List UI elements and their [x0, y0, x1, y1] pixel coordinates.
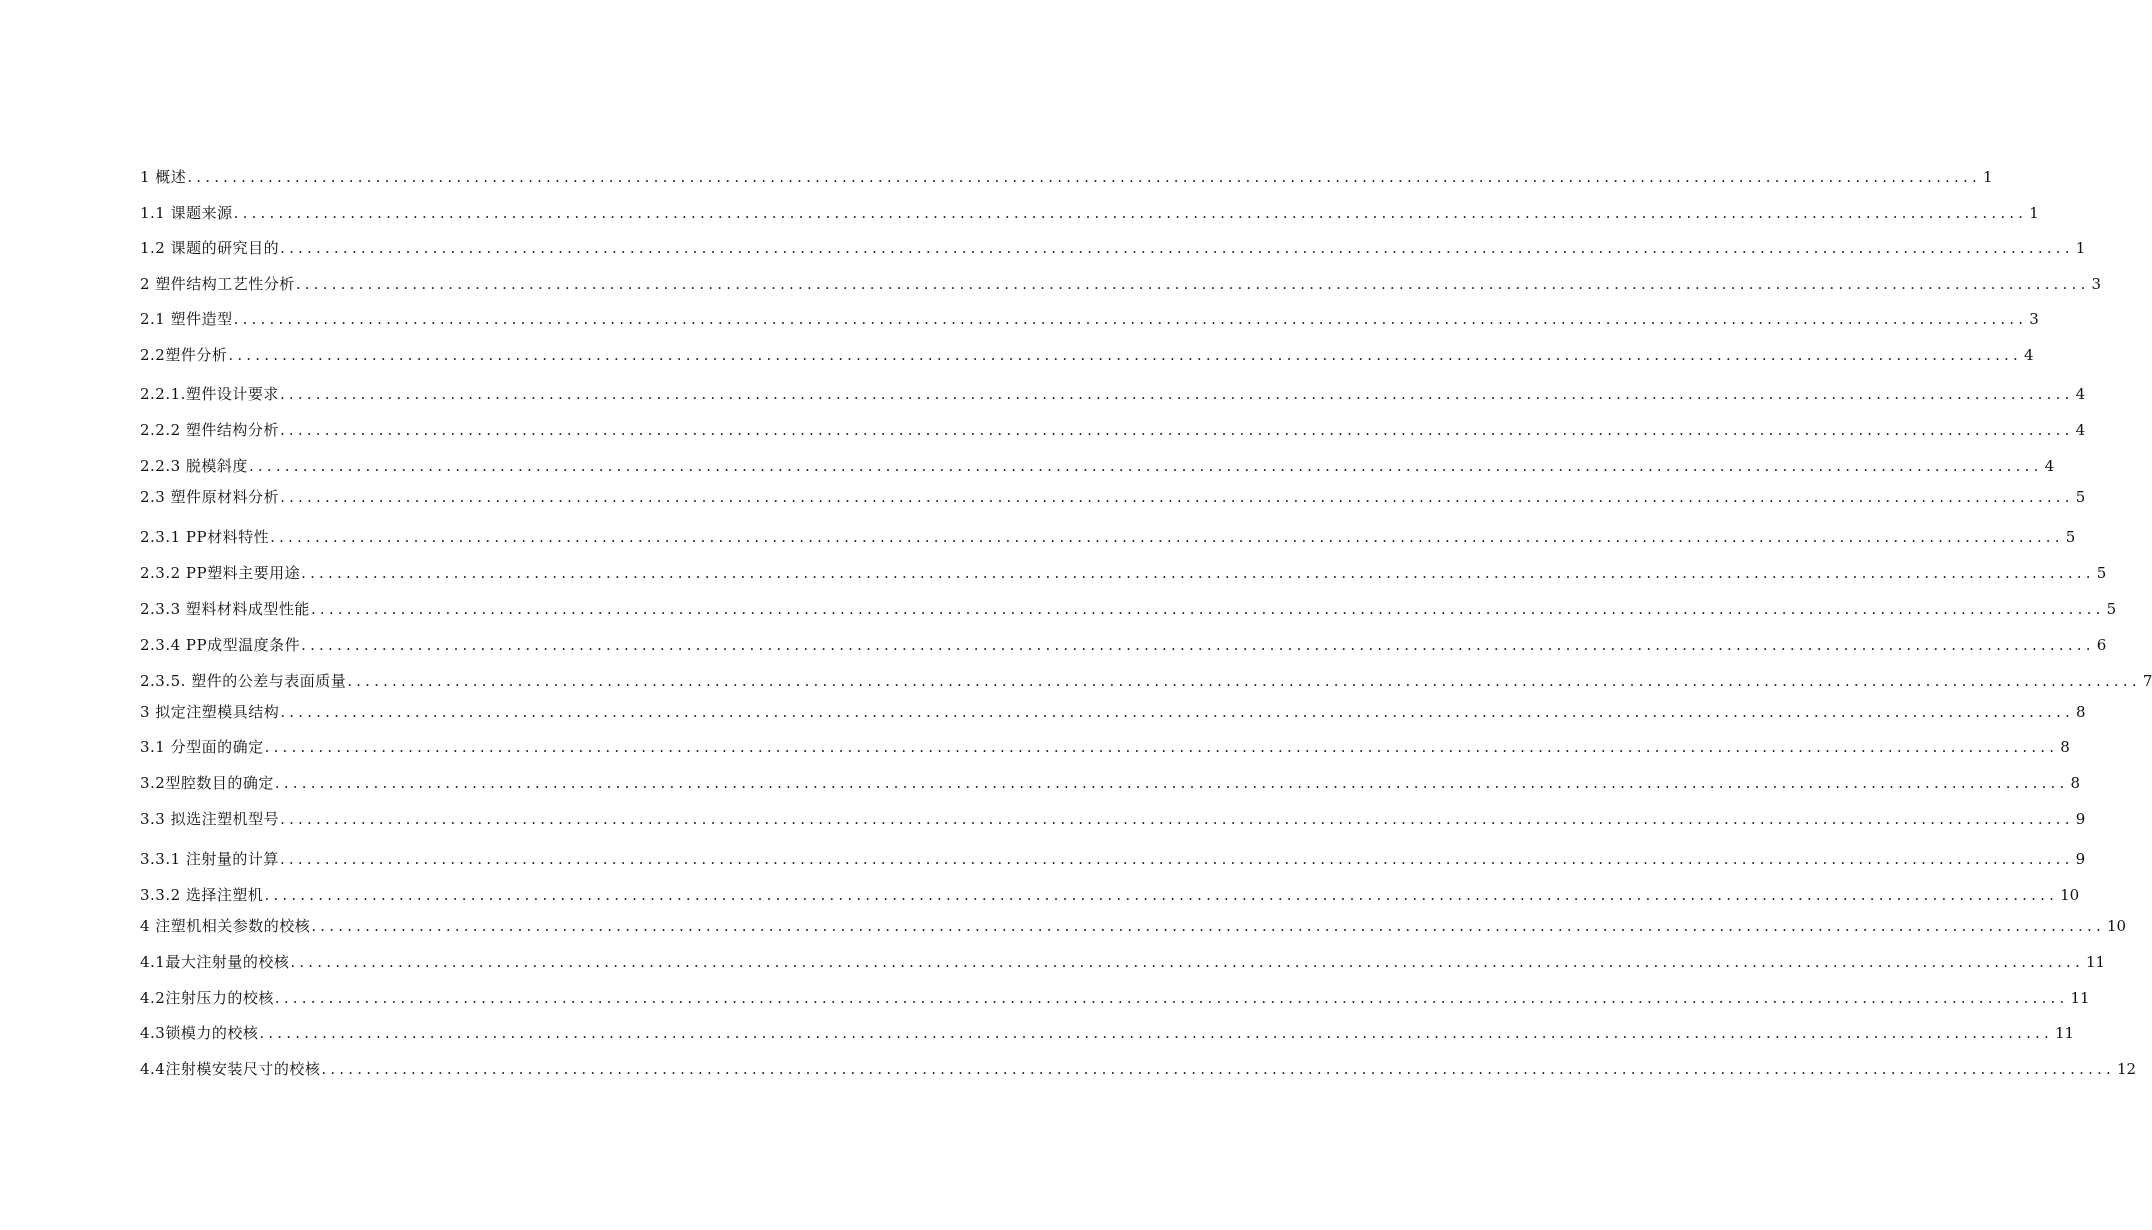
toc-entry[interactable] — [140, 985, 2090, 1011]
toc-entry-label: 3.3.2 选择注塑机 — [140, 886, 264, 904]
toc-dot-leader: ........................................................................................................................................................................................................ — [187, 168, 1981, 186]
toc-entry[interactable] — [140, 417, 2086, 443]
toc-entry-page: 4 — [2075, 385, 2086, 403]
toc-entry-label: 3 拟定注塑模具结构 — [140, 703, 280, 721]
toc-entry-label: 2.1 塑件造型 — [140, 310, 233, 328]
toc-dot-leader: ........................................................................................................................................................................................................ — [321, 1060, 2115, 1078]
toc-dot-leader: ........................................................................................................................................................................................................ — [264, 886, 2059, 904]
toc-entry-label: 3.3 拟选注塑机型号 — [140, 810, 280, 828]
toc-dot-leader: ........................................................................................................................................................................................................ — [301, 636, 2095, 654]
toc-dot-leader: ........................................................................................................................................................................................................ — [347, 672, 2141, 690]
toc-entry-page: 4 — [2075, 421, 2086, 439]
toc-entry-label: 4.4注射模安装尺寸的校核 — [140, 1060, 321, 1078]
toc-dot-leader: ........................................................................................................................................................................................................ — [233, 310, 2028, 328]
toc-entry-label: 2.2.2 塑件结构分析 — [140, 421, 279, 439]
toc-entry[interactable] — [140, 200, 2039, 226]
toc-entry-label: 1.2 课题的研究目的 — [140, 239, 280, 257]
toc-dot-leader: ........................................................................................................................................................................................................ — [310, 600, 2105, 618]
toc-entry-page: 11 — [2054, 1024, 2075, 1042]
toc-dot-leader: ........................................................................................................................................................................................................ — [290, 953, 2084, 971]
toc-entry[interactable] — [140, 770, 2081, 796]
toc-dot-leader: ........................................................................................................................................................................................................ — [279, 421, 2074, 439]
toc-entry-label: 3.1 分型面的确定 — [140, 738, 264, 756]
toc-entry-page: 4 — [2023, 346, 2034, 364]
toc-dot-leader: ........................................................................................................................................................................................................ — [264, 738, 2059, 756]
toc-entry-label: 2.3.3 塑料材料成型性能 — [140, 600, 310, 618]
toc-entry-page: 10 — [2060, 886, 2080, 904]
toc-entry-label: 4.1最大注射量的校核 — [140, 953, 290, 971]
toc-dot-leader: ........................................................................................................................................................................................................ — [280, 239, 2074, 257]
toc-entry[interactable] — [140, 524, 2076, 550]
toc-dot-leader: ........................................................................................................................................................................................................ — [301, 564, 2095, 582]
toc-entry-page: 10 — [2106, 917, 2127, 935]
toc-entry-page: 1 — [2029, 204, 2039, 222]
toc-entry-label: 2.2.3 脱模斜度 — [140, 457, 248, 475]
toc-entry[interactable] — [140, 846, 2086, 872]
toc-dot-leader: ........................................................................................................................................................................................................ — [270, 528, 2064, 546]
toc-entry-label: 4.2注射压力的校核 — [140, 989, 274, 1007]
toc-entry-label: 2 塑件结构工艺性分析 — [140, 275, 295, 293]
toc-entry[interactable] — [140, 1056, 2137, 1082]
toc-entry-page: 3 — [2029, 310, 2039, 328]
toc-entry-label: 1 概述 — [140, 168, 187, 186]
toc-entry-label: 2.3 塑件原材料分析 — [140, 488, 280, 506]
toc-entry[interactable] — [140, 484, 2086, 510]
toc-entry-page: 8 — [2075, 703, 2086, 721]
toc-dot-leader: ........................................................................................................................................................................................................ — [280, 810, 2074, 828]
toc-entry[interactable] — [140, 560, 2107, 586]
toc-entry-label: 2.3.2 PP塑料主要用途 — [140, 564, 301, 582]
toc-entry[interactable] — [140, 453, 2055, 479]
toc-entry-label: 2.3.4 PP成型温度条件 — [140, 636, 301, 654]
toc-dot-leader: ........................................................................................................................................................................................................ — [248, 457, 2043, 475]
toc-entry-page: 8 — [2070, 774, 2081, 792]
toc-dot-leader: ........................................................................................................................................................................................................ — [259, 1024, 2053, 1042]
toc-entry[interactable] — [140, 949, 2106, 975]
toc-entry-page: 11 — [2085, 953, 2106, 971]
toc-entry-page: 11 — [2070, 989, 2090, 1007]
toc-entry[interactable] — [140, 668, 2152, 694]
toc-entry-label: 4 注塑机相关参数的校核 — [140, 917, 311, 935]
toc-dot-leader: ........................................................................................................................................................................................................ — [274, 774, 2069, 792]
toc-entry[interactable] — [140, 596, 2117, 622]
toc-entry-page: 5 — [2096, 564, 2107, 582]
toc-entry-label: 4.3锁模力的校核 — [140, 1024, 259, 1042]
toc-entry-page: 5 — [2065, 528, 2076, 546]
toc-entry-page: 9 — [2075, 850, 2086, 868]
toc-entry-page: 8 — [2060, 738, 2070, 756]
toc-entry-page: 1 — [1982, 168, 1993, 186]
toc-entry-page: 9 — [2075, 810, 2086, 828]
toc-entry[interactable] — [140, 734, 2070, 760]
toc-dot-leader: ........................................................................................................................................................................................................ — [279, 385, 2074, 403]
toc-dot-leader: ........................................................................................................................................................................................................ — [233, 204, 2028, 222]
table-of-contents — [140, 0, 2152, 1230]
toc-entry-label: 3.2型腔数目的确定 — [140, 774, 274, 792]
toc-entry-page: 1 — [2075, 239, 2086, 257]
toc-dot-leader: ........................................................................................................................................................................................................ — [280, 703, 2074, 721]
toc-entry-page: 5 — [2106, 600, 2117, 618]
toc-entry[interactable] — [140, 235, 2086, 261]
toc-dot-leader: ........................................................................................................................................................................................................ — [228, 346, 2022, 364]
toc-entry[interactable] — [140, 306, 2039, 332]
toc-entry[interactable] — [140, 381, 2086, 407]
toc-entry[interactable] — [140, 913, 2127, 939]
toc-entry[interactable] — [140, 271, 2101, 297]
toc-entry-label: 2.3.1 PP材料特性 — [140, 528, 270, 546]
toc-entry-label: 3.3.1 注射量的计算 — [140, 850, 279, 868]
toc-dot-leader: ........................................................................................................................................................................................................ — [274, 989, 2069, 1007]
toc-entry-label: 1.1 课题来源 — [140, 204, 233, 222]
toc-dot-leader: ........................................................................................................................................................................................................ — [295, 275, 2090, 293]
toc-entry-page: 7 — [2142, 672, 2152, 690]
toc-entry[interactable] — [140, 882, 2080, 908]
toc-dot-leader: ........................................................................................................................................................................................................ — [279, 850, 2074, 868]
toc-entry-page: 12 — [2116, 1060, 2137, 1078]
toc-dot-leader: ........................................................................................................................................................................................................ — [311, 917, 2105, 935]
toc-entry[interactable] — [140, 806, 2086, 832]
toc-entry-label: 2.2塑件分析 — [140, 346, 228, 364]
toc-entry-page: 6 — [2096, 636, 2107, 654]
toc-entry[interactable] — [140, 699, 2086, 725]
toc-entry[interactable] — [140, 1020, 2075, 1046]
toc-dot-leader: ........................................................................................................................................................................................................ — [280, 488, 2074, 506]
toc-entry-label: 2.2.1.塑件设计要求 — [140, 385, 279, 403]
toc-entry-page: 3 — [2091, 275, 2101, 293]
toc-entry[interactable] — [140, 342, 2034, 368]
toc-entry-page: 4 — [2044, 457, 2055, 475]
toc-entry-page: 5 — [2075, 488, 2086, 506]
toc-entry[interactable] — [140, 164, 1993, 190]
toc-entry-label: 2.3.5. 塑件的公差与表面质量 — [140, 672, 347, 690]
toc-entry[interactable] — [140, 632, 2107, 658]
